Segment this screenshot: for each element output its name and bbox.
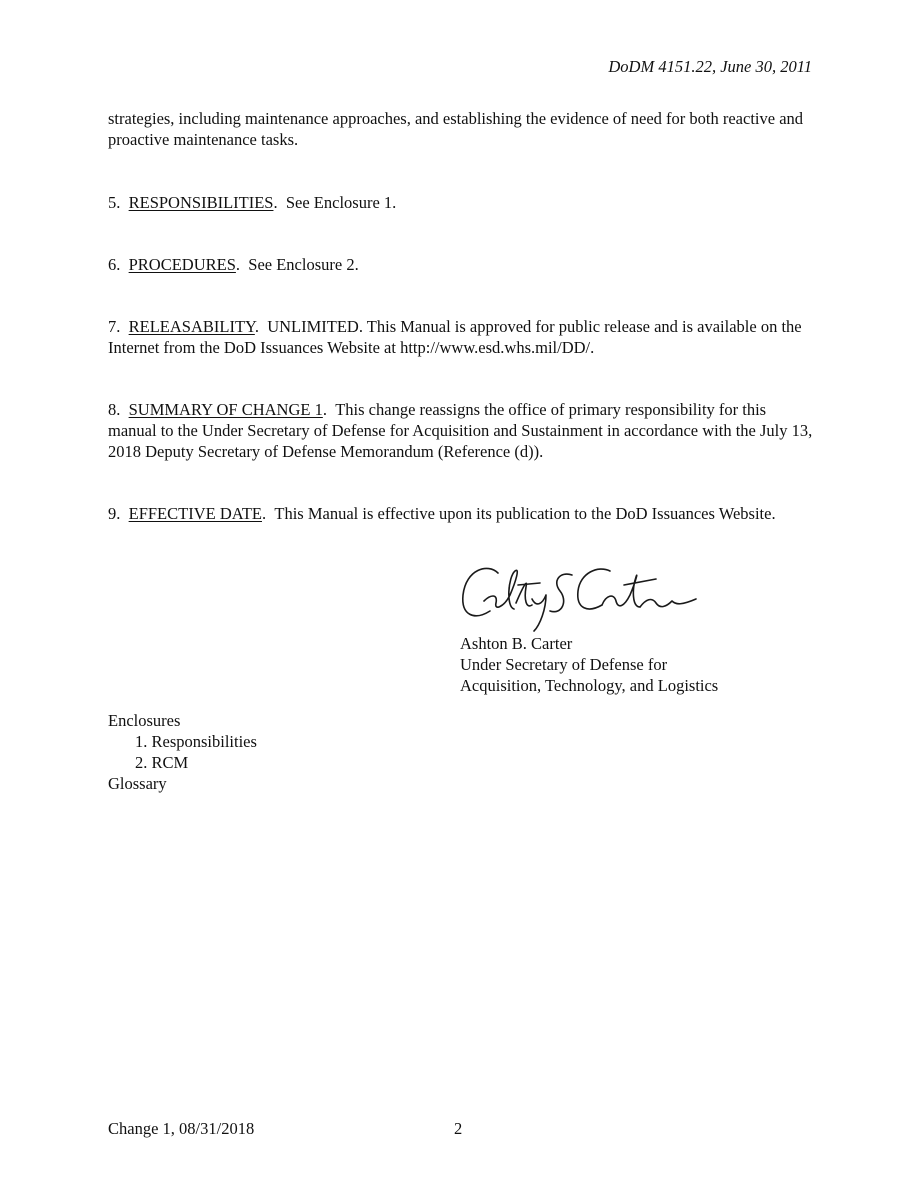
section-number: 7.	[108, 317, 121, 336]
enclosures-list	[108, 710, 257, 794]
section-text: This Manual is effective upon its publication to the DoD Issuances Website.	[274, 504, 776, 523]
signer-title-line2: Acquisition, Technology, and Logistics	[460, 676, 719, 695]
enclosures-heading: Enclosures	[108, 711, 181, 730]
section-heading: EFFECTIVE DATE	[128, 504, 262, 523]
section-heading: SUMMARY OF CHANGE 1	[128, 400, 323, 419]
signer-title-line1: Under Secretary of Defense for	[460, 655, 668, 674]
signature-block	[460, 555, 800, 696]
section-text: See Enclosure 1.	[285, 193, 397, 212]
section-number: 6.	[108, 255, 121, 274]
enclosure-item: 1. Responsibilities	[135, 732, 257, 751]
glossary-label: Glossary	[108, 774, 167, 793]
section-summary-of-change: 8. SUMMARY OF CHANGE 1. This change reassigns the office of primary responsibility for this manual to the Under Secretary of Defense for Acquisition and Sustainment in accordance with the July 13, 2018 Deputy Secretary of Defense Memorandum (Reference (d)).	[108, 400, 813, 461]
section-heading: PROCEDURES	[128, 255, 236, 274]
section-text: See Enclosure 2.	[248, 255, 359, 274]
section-number: 8.	[108, 400, 121, 419]
section-heading: RELEASABILITY	[128, 317, 255, 336]
footer-change-note: Change 1, 08/31/2018	[108, 1119, 255, 1138]
section-number: 9.	[108, 504, 121, 523]
section-releasability: 7. RELEASABILITY. UNLIMITED. This Manual is approved for public release and is available on the Internet from the DoD Issuances Website at http://www.esd.whs.mil/DD/.	[108, 317, 802, 357]
enclosure-item: 2. RCM	[135, 753, 189, 772]
section-effective-date: 9. EFFECTIVE DATE. This Manual is effective upon its publication to the DoD Issuances Website.	[108, 504, 776, 523]
page-number: 2	[454, 1119, 463, 1138]
section-procedures: 6. PROCEDURES. See Enclosure 2.	[108, 255, 359, 274]
document-header: DoDM 4151.22, June 30, 2011	[608, 57, 812, 76]
section-responsibilities: 5. RESPONSIBILITIES. See Enclosure 1.	[108, 193, 397, 212]
section-text: This change reassigns the office of primary responsibility for this manual to the Under Secretary of Defense for Acquisition and Sustainment in accordance with the July 13, 2018 Deputy Secretary of Defense Memorandum (Reference (d)).	[108, 400, 813, 461]
handwritten-signature	[460, 555, 710, 633]
section-number: 5.	[108, 193, 121, 212]
signer-name: Ashton B. Carter	[460, 634, 573, 653]
section-text: UNLIMITED. This Manual is approved for public release and is available on the Internet from the DoD Issuances Website at http://www.esd.whs.mil/DD/.	[108, 317, 802, 357]
section-heading: RESPONSIBILITIES	[128, 193, 274, 212]
intro-paragraph: strategies, including maintenance approaches, and establishing the evidence of need for both reactive and proactive maintenance tasks.	[108, 109, 804, 149]
